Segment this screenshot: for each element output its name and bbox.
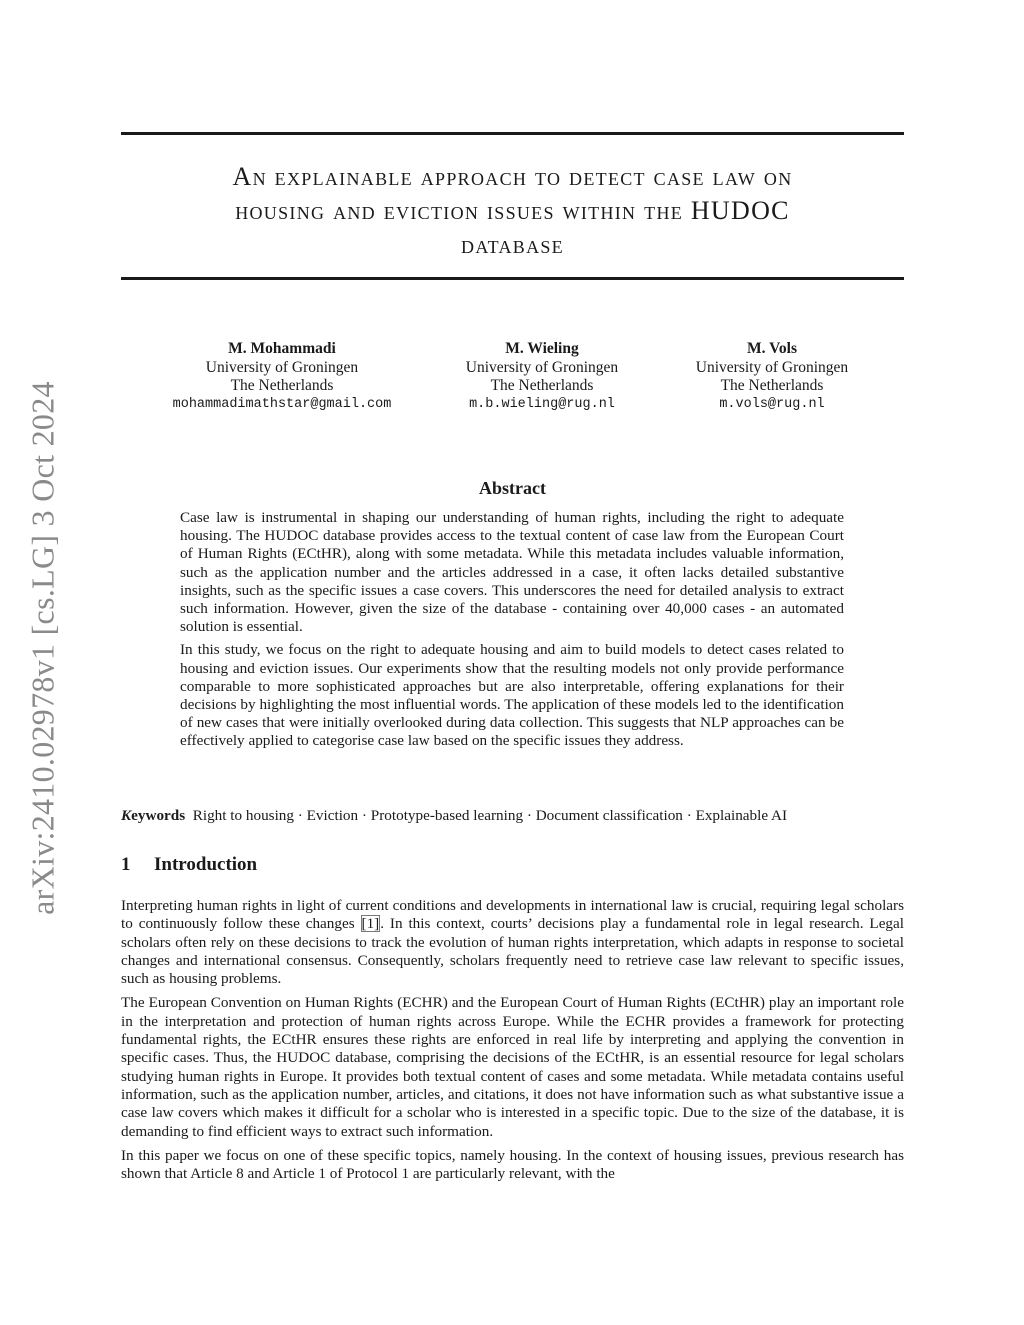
arxiv-identifier: arXiv:2410.02978v1 [cs.LG] 3 Oct 2024	[24, 381, 61, 915]
body-paragraph-1: Interpreting human rights in light of current conditions and developments in international law is crucial, requiring legal scholars to continuously follow these changes [1]. In this context, courts’ decisions play a fundamental role in legal research. Legal scholars often rely on these decisions to track the evolution of human rights interpretation, which adapts in response to societal changes and international consensus. Consequently, scholars frequently need to retrieve case law relevant to specific issues, such as housing problems.	[121, 897, 904, 988]
introduction-body	[121, 897, 904, 1189]
author-country: The Netherlands	[490, 377, 594, 394]
author-name: M. Mohammadi	[228, 340, 336, 357]
keyword-item: Prototype-based learning	[370, 807, 524, 824]
body-paragraph-3: In this paper we focus on one of these specific topics, namely housing. In the context of housing issues, previous research has shown that Article 8 and Article 1 of Protocol 1 are particularly relevant, with the	[121, 1146, 904, 1183]
title-line-1: An explainable approach to detect case law on	[232, 162, 793, 191]
title-line-3: database	[461, 230, 564, 259]
author-affiliation: University of Groningen	[465, 358, 619, 376]
author-block-3	[672, 340, 872, 414]
author-email[interactable]: m.vols@rug.nl	[719, 396, 825, 412]
keywords-line	[121, 807, 904, 825]
keyword-item: Right to housing	[192, 807, 294, 824]
author-affiliation: University of Groningen	[695, 358, 849, 376]
keyword-item: Eviction	[306, 807, 359, 824]
keyword-separator: ·	[526, 807, 532, 824]
author-block-1	[163, 340, 401, 414]
body-paragraph-2: The European Convention on Human Rights (ECHR) and the European Court of Human Rights (ECtHR) play an important role in the interpretation and protection of human rights across Europe. While the ECHR provides a framework for protecting fundamental rights, the ECtHR ensures these rights are enforced in real life by interpreting and applying the convention in specific cases. Thus, the HUDOC database, comprising the decisions of the ECtHR, is an essential resource for legal scholars studying human rights in Europe. It provides both textual content of cases and some metadata. While metadata contains useful information, such as the application number, articles, and citations, it does not have information such as what substantive issue a case law covers which makes it difficult for a scholar who is interested in a specific topic. Due to the size of the database, it is demanding to find efficient ways to extract such information.	[121, 994, 904, 1140]
author-name: M. Vols	[747, 340, 797, 357]
title-line-2: housing and eviction issues within the HUDOC	[235, 196, 790, 225]
keywords-label: Keywords	[121, 807, 186, 824]
keyword-item: Document classification	[535, 807, 683, 824]
abstract-body	[180, 509, 844, 756]
keyword-item: Explainable AI	[695, 807, 788, 824]
author-email[interactable]: mohammadimathstar@gmail.com	[172, 396, 392, 412]
title-bottom-rule	[121, 277, 904, 280]
citation-link[interactable]: [1]	[361, 915, 380, 933]
author-country: The Netherlands	[230, 377, 334, 394]
abstract-heading: Abstract	[479, 478, 546, 498]
section-title: Introduction	[154, 854, 258, 875]
author-block-2	[442, 340, 642, 414]
abstract-paragraph-1: Case law is instrumental in shaping our understanding of human rights, including the right to adequate housing. The HUDOC database provides access to the textual content of case law from the European Court of Human Rights (ECtHR), along with some metadata. While this metadata includes valuable information, such as the application number and the articles addressed in a case, it often lacks detailed substantive insights, such as the specific issues a case covers. This underscores the need for detailed analysis to extract such information. However, given the size of the database - containing over 40,000 cases - an automated solution is essential.	[180, 509, 844, 636]
author-country: The Netherlands	[720, 377, 824, 394]
paper-title	[121, 160, 904, 262]
abstract-paragraph-2: In this study, we focus on the right to adequate housing and aim to build models to detect cases related to housing and eviction issues. Our experiments show that the resulting models not only provide performance comparable to more sophisticated approaches but are also interpretable, offering explanations for their decisions by highlighting the most influential words. The application of these models led to the identification of new cases that were initially overlooked during data collection. This suggests that NLP approaches can be effectively applied to categorise case law based on the specific issues they address.	[180, 641, 844, 750]
keyword-separator: ·	[686, 807, 692, 824]
author-email[interactable]: m.b.wieling@rug.nl	[469, 396, 615, 412]
section-heading-introduction	[121, 854, 257, 876]
section-number: 1	[121, 854, 131, 875]
keyword-separator: ·	[361, 807, 367, 824]
keyword-separator: ·	[297, 807, 303, 824]
author-name: M. Wieling	[505, 340, 579, 357]
title-top-rule	[121, 132, 904, 135]
author-affiliation: University of Groningen	[205, 358, 359, 376]
